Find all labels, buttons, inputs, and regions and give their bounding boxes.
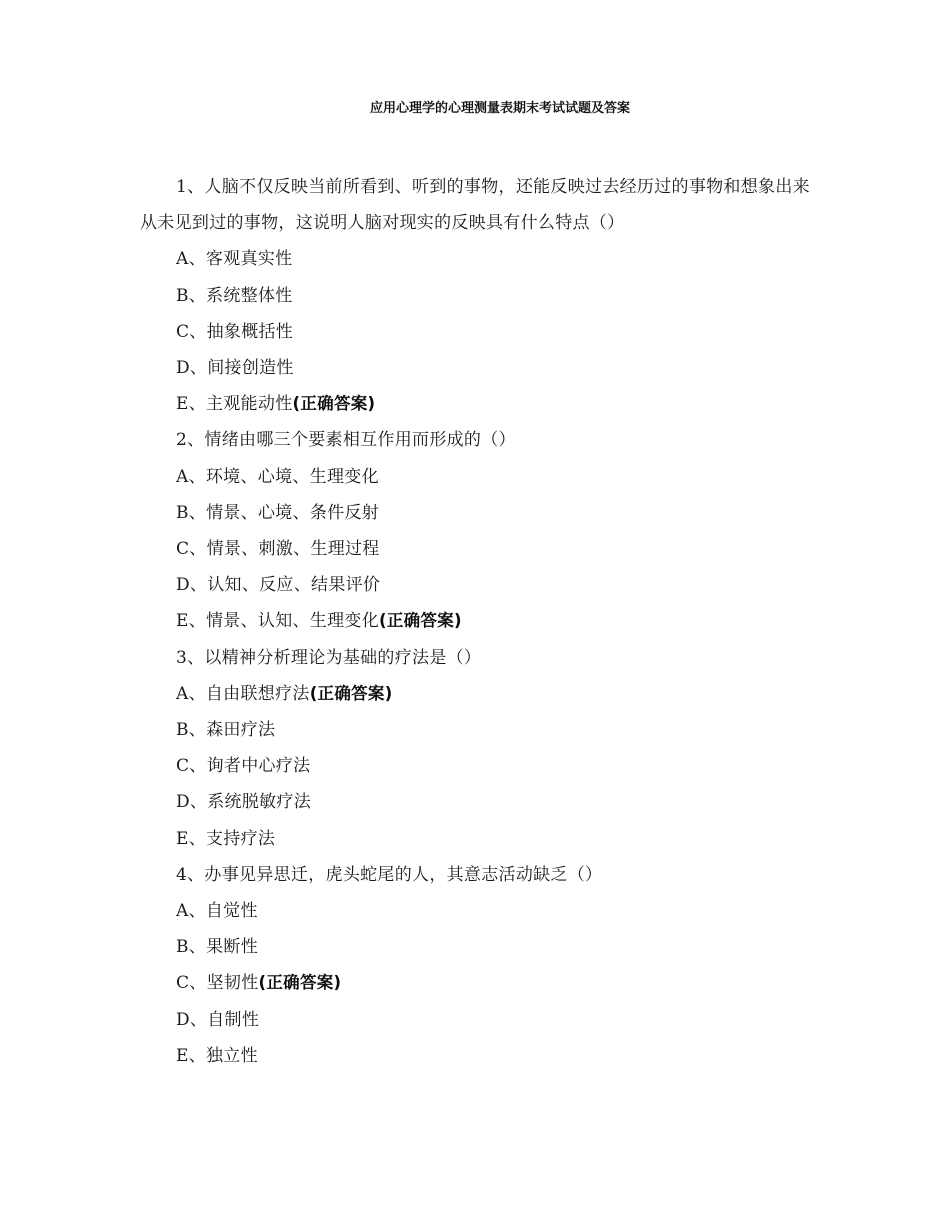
question-1-option-b xyxy=(140,278,812,314)
option-label: C、情景、刺激、生理过程 xyxy=(176,539,380,560)
question-2-option-e xyxy=(140,603,812,639)
option-label: A、自觉性 xyxy=(176,901,258,922)
option-label: D、自制性 xyxy=(176,1009,260,1030)
question-2 xyxy=(140,422,812,639)
option-label: A、客观真实性 xyxy=(176,249,293,270)
option-label: E、支持疗法 xyxy=(176,828,276,849)
question-1-option-c xyxy=(140,314,812,350)
correct-answer-marker: (正确答案) xyxy=(379,611,462,631)
question-3 xyxy=(140,640,812,857)
option-label: D、系统脱敏疗法 xyxy=(176,792,312,813)
question-4-option-b xyxy=(140,929,812,965)
question-1 xyxy=(140,169,812,422)
question-4 xyxy=(140,857,812,1074)
question-2-option-c xyxy=(140,531,812,567)
option-label: A、自由联想疗法 xyxy=(176,683,310,704)
question-3-option-b xyxy=(140,712,812,748)
option-label: D、认知、反应、结果评价 xyxy=(176,575,381,596)
correct-answer-marker: (正确答案) xyxy=(258,973,342,993)
question-list xyxy=(140,169,812,1074)
question-3-option-a xyxy=(140,676,812,712)
question-2-option-d xyxy=(140,567,812,603)
question-4-text: 4、办事见异思迁，虎头蛇尾的人，其意志活动缺乏（） xyxy=(176,864,603,885)
option-label: C、抽象概括性 xyxy=(176,321,294,342)
question-1-option-a xyxy=(140,241,812,277)
option-label: C、询者中心疗法 xyxy=(176,756,311,777)
question-1-option-d xyxy=(140,350,812,386)
option-label: B、森田疗法 xyxy=(176,720,276,741)
question-1-option-e xyxy=(140,386,812,422)
option-label: B、系统整体性 xyxy=(176,285,293,306)
question-4-option-e xyxy=(140,1038,812,1074)
correct-answer-marker: (正确答案) xyxy=(292,394,376,414)
question-2-option-a xyxy=(140,459,812,495)
question-3-option-d xyxy=(140,784,812,820)
option-label: B、果断性 xyxy=(176,937,258,958)
correct-answer-marker: (正确答案) xyxy=(309,683,393,703)
question-1-text: 1、人脑不仅反映当前所看到、听到的事物，还能反映过去经历过的事物和想象出来从未见到过的事物，这说明人脑对现实的反映具有什么特点（） xyxy=(140,177,810,234)
question-3-text: 3、以精神分析理论为基础的疗法是（） xyxy=(176,647,482,668)
question-2-option-b xyxy=(140,495,812,531)
document-title: 应用心理学的心理测量表期末考试试题及答案 xyxy=(369,101,630,116)
option-label: E、主观能动性 xyxy=(176,394,293,415)
question-2-text: 2、情绪由哪三个要素相互作用而形成的（） xyxy=(176,430,516,451)
question-3-option-e xyxy=(140,821,812,857)
question-4-option-d xyxy=(140,1002,812,1038)
option-label: E、独立性 xyxy=(176,1045,258,1066)
question-3-option-c xyxy=(140,748,812,784)
question-4-option-a xyxy=(140,893,812,929)
option-label: E、情景、认知、生理变化 xyxy=(176,611,380,632)
question-4-option-c xyxy=(140,965,812,1001)
option-label: A、环境、心境、生理变化 xyxy=(176,466,379,487)
option-label: B、情景、心境、条件反射 xyxy=(176,502,380,523)
option-label: D、间接创造性 xyxy=(176,358,294,379)
option-label: C、坚韧性 xyxy=(176,973,259,994)
